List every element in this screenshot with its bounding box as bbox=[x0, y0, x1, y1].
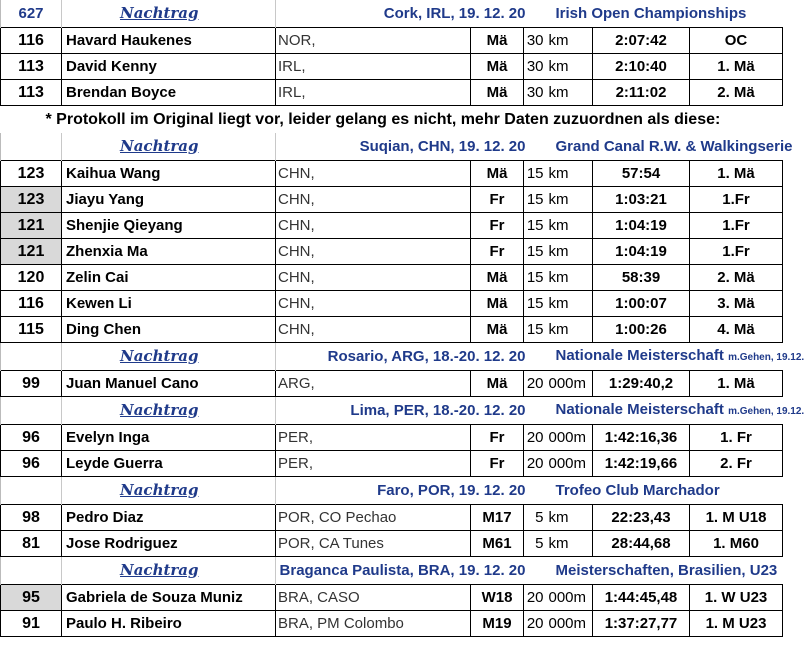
result-row bbox=[1, 371, 783, 397]
finish-time: 2:11:02 bbox=[593, 80, 690, 106]
finish-time: 1:00:07 bbox=[593, 291, 690, 317]
finish-time: 1:04:19 bbox=[593, 213, 690, 239]
distance-value: 15 bbox=[524, 161, 546, 187]
athlete-name: Jiayu Yang bbox=[62, 187, 276, 213]
category: Mä bbox=[471, 265, 524, 291]
athlete-name: Juan Manuel Cano bbox=[62, 371, 276, 397]
note-row bbox=[1, 106, 783, 134]
distance-value: 15 bbox=[524, 291, 546, 317]
athlete-name: Leyde Guerra bbox=[62, 451, 276, 477]
placing: 3. Mä bbox=[690, 291, 783, 317]
distance-value: 15 bbox=[524, 213, 546, 239]
distance-value: 15 bbox=[524, 317, 546, 343]
finish-time: 28:44,68 bbox=[593, 531, 690, 557]
nation-club: NOR, bbox=[276, 28, 471, 54]
section-event-title: Irish Open Championships bbox=[555, 5, 747, 22]
rank-cell: 95 bbox=[1, 585, 62, 611]
distance-value: 20 bbox=[524, 611, 546, 637]
rank-cell: 98 bbox=[1, 505, 62, 531]
page-number bbox=[1, 477, 62, 505]
distance-value: 15 bbox=[524, 239, 546, 265]
distance-value: 20 bbox=[524, 425, 546, 451]
rank-cell: 81 bbox=[1, 531, 62, 557]
finish-time: 1:29:40,2 bbox=[593, 371, 690, 397]
athlete-name: Havard Haukenes bbox=[62, 28, 276, 54]
placing: 1.Fr bbox=[690, 239, 783, 265]
athlete-name: Evelyn Inga bbox=[62, 425, 276, 451]
category: M17 bbox=[471, 505, 524, 531]
rank-cell: 99 bbox=[1, 371, 62, 397]
section-event bbox=[546, 343, 804, 371]
distance-value: 5 bbox=[524, 531, 546, 557]
result-row bbox=[1, 585, 783, 611]
section-header bbox=[1, 343, 783, 371]
athlete-name: Zhenxia Ma bbox=[62, 239, 276, 265]
page-number bbox=[1, 343, 62, 371]
nation-club: POR, CO Pechao bbox=[276, 505, 471, 531]
placing: 1.Fr bbox=[690, 213, 783, 239]
nation-club: CHN, bbox=[276, 291, 471, 317]
nation-club: CHN, bbox=[276, 265, 471, 291]
athlete-name: Pedro Diaz bbox=[62, 505, 276, 531]
rank-cell: 113 bbox=[1, 54, 62, 80]
category: Mä bbox=[471, 28, 524, 54]
distance-unit: 000m bbox=[546, 371, 593, 397]
distance-unit: km bbox=[546, 505, 593, 531]
rank-cell: 96 bbox=[1, 451, 62, 477]
nation-club: IRL, bbox=[276, 54, 471, 80]
athlete-name: Paulo H. Ribeiro bbox=[62, 611, 276, 637]
section-event bbox=[546, 557, 783, 585]
placing: 1. M60 bbox=[690, 531, 783, 557]
section-place-date: Braganca Paulista, BRA, 19. 12. 20 bbox=[279, 562, 526, 579]
result-row bbox=[1, 505, 783, 531]
section-event-title: Nationale Meisterschaft bbox=[555, 401, 724, 418]
distance-unit: km bbox=[546, 265, 593, 291]
finish-time: 1:00:26 bbox=[593, 317, 690, 343]
result-row bbox=[1, 611, 783, 637]
distance-value: 5 bbox=[524, 505, 546, 531]
section-place-date: Lima, PER, 18.-20. 12. 20 bbox=[350, 402, 526, 419]
section-header bbox=[1, 0, 783, 28]
distance-unit: km bbox=[546, 291, 593, 317]
finish-time: 1:04:19 bbox=[593, 239, 690, 265]
category: Fr bbox=[471, 213, 524, 239]
finish-time: 1:44:45,48 bbox=[593, 585, 690, 611]
rank-cell: 91 bbox=[1, 611, 62, 637]
distance-unit: km bbox=[546, 187, 593, 213]
distance-value: 15 bbox=[524, 265, 546, 291]
category: Fr bbox=[471, 451, 524, 477]
distance-value: 15 bbox=[524, 187, 546, 213]
athlete-name: Brendan Boyce bbox=[62, 80, 276, 106]
distance-unit: km bbox=[546, 161, 593, 187]
distance-unit: 000m bbox=[546, 425, 593, 451]
finish-time: 1:03:21 bbox=[593, 187, 690, 213]
finish-time: 22:23,43 bbox=[593, 505, 690, 531]
distance-unit: 000m bbox=[546, 585, 593, 611]
nachtrag-label: Nachtrag bbox=[62, 477, 276, 505]
nachtrag-label: Nachtrag bbox=[62, 557, 276, 585]
rank-cell: 121 bbox=[1, 213, 62, 239]
section-header bbox=[1, 477, 783, 505]
section-header bbox=[1, 397, 783, 425]
rank-cell: 123 bbox=[1, 161, 62, 187]
section-event-title: Grand Canal R.W. & Walkingserie bbox=[555, 138, 793, 155]
category: Mä bbox=[471, 80, 524, 106]
category: Mä bbox=[471, 291, 524, 317]
protocol-note: * Protokoll im Original liegt vor, leider gelang es nicht, mehr Daten zuzuordnen als diese: bbox=[45, 111, 721, 128]
section-place-date: Rosario, ARG, 18.-20. 12. 20 bbox=[327, 348, 526, 365]
placing: 1. Mä bbox=[690, 371, 783, 397]
nation-club: BRA, CASO bbox=[276, 585, 471, 611]
nation-club: CHN, bbox=[276, 213, 471, 239]
distance-unit: km bbox=[546, 317, 593, 343]
athlete-name: Zelin Cai bbox=[62, 265, 276, 291]
rank-cell: 113 bbox=[1, 80, 62, 106]
nation-club: ARG, bbox=[276, 371, 471, 397]
distance-value: 30 bbox=[524, 80, 546, 106]
section-place-date: Suqian, CHN, 19. 12. 20 bbox=[359, 138, 526, 155]
section-event-title: Trofeo Club Marchador bbox=[555, 482, 720, 499]
placing: 2. Mä bbox=[690, 80, 783, 106]
distance-unit: 000m bbox=[546, 451, 593, 477]
placing: OC bbox=[690, 28, 783, 54]
result-row bbox=[1, 531, 783, 557]
category: Fr bbox=[471, 239, 524, 265]
nation-club: CHN, bbox=[276, 187, 471, 213]
rank-cell: 121 bbox=[1, 239, 62, 265]
result-row bbox=[1, 213, 783, 239]
nation-club: IRL, bbox=[276, 80, 471, 106]
section-event-suffix: m.Gehen, 19.12. bbox=[728, 406, 804, 417]
result-row bbox=[1, 80, 783, 106]
category: M61 bbox=[471, 531, 524, 557]
nation-club: CHN, bbox=[276, 317, 471, 343]
section-place-date: Cork, IRL, 19. 12. 20 bbox=[383, 5, 526, 22]
nachtrag-label: Nachtrag bbox=[62, 133, 276, 161]
distance-unit: 000m bbox=[546, 611, 593, 637]
result-row bbox=[1, 451, 783, 477]
athlete-name: Kaihua Wang bbox=[62, 161, 276, 187]
category: M19 bbox=[471, 611, 524, 637]
rank-cell: 120 bbox=[1, 265, 62, 291]
page-number bbox=[1, 557, 62, 585]
finish-time: 58:39 bbox=[593, 265, 690, 291]
distance-unit: km bbox=[546, 80, 593, 106]
placing: 2. Mä bbox=[690, 265, 783, 291]
result-row bbox=[1, 291, 783, 317]
section-event-title: Meisterschaften, Brasilien, U23 bbox=[555, 562, 778, 579]
result-row bbox=[1, 317, 783, 343]
nation-club: POR, CA Tunes bbox=[276, 531, 471, 557]
distance-unit: km bbox=[546, 28, 593, 54]
category: Fr bbox=[471, 187, 524, 213]
athlete-name: Ding Chen bbox=[62, 317, 276, 343]
section-event bbox=[546, 397, 804, 425]
results-body bbox=[1, 0, 804, 637]
category: Mä bbox=[471, 371, 524, 397]
finish-time: 1:42:16,36 bbox=[593, 425, 690, 451]
finish-time: 1:42:19,66 bbox=[593, 451, 690, 477]
rank-cell: 123 bbox=[1, 187, 62, 213]
distance-unit: km bbox=[546, 213, 593, 239]
athlete-name: Gabriela de Souza Muniz bbox=[62, 585, 276, 611]
page-number bbox=[1, 133, 62, 161]
distance-unit: km bbox=[546, 54, 593, 80]
distance-value: 20 bbox=[524, 451, 546, 477]
nation-club: CHN, bbox=[276, 161, 471, 187]
result-row bbox=[1, 28, 783, 54]
result-row bbox=[1, 187, 783, 213]
nachtrag-label: Nachtrag bbox=[62, 343, 276, 371]
rank-cell: 115 bbox=[1, 317, 62, 343]
section-header bbox=[1, 557, 783, 585]
distance-value: 30 bbox=[524, 28, 546, 54]
placing: 1. W U23 bbox=[690, 585, 783, 611]
athlete-name: David Kenny bbox=[62, 54, 276, 80]
placing: 1. M U23 bbox=[690, 611, 783, 637]
nachtrag-label: Nachtrag bbox=[62, 397, 276, 425]
result-row bbox=[1, 54, 783, 80]
nation-club: CHN, bbox=[276, 239, 471, 265]
result-row bbox=[1, 239, 783, 265]
athlete-name: Shenjie Qieyang bbox=[62, 213, 276, 239]
distance-unit: km bbox=[546, 239, 593, 265]
result-row bbox=[1, 265, 783, 291]
category: Mä bbox=[471, 54, 524, 80]
finish-time: 1:37:27,77 bbox=[593, 611, 690, 637]
distance-unit: km bbox=[546, 531, 593, 557]
placing: 2. Fr bbox=[690, 451, 783, 477]
page-number bbox=[1, 397, 62, 425]
nation-club: PER, bbox=[276, 451, 471, 477]
rank-cell: 116 bbox=[1, 291, 62, 317]
result-row bbox=[1, 161, 783, 187]
rank-cell: 96 bbox=[1, 425, 62, 451]
finish-time: 2:10:40 bbox=[593, 54, 690, 80]
section-place-date: Faro, POR, 19. 12. 20 bbox=[377, 482, 526, 499]
nachtrag-label: Nachtrag bbox=[62, 0, 276, 28]
placing: 1. Mä bbox=[690, 161, 783, 187]
distance-value: 20 bbox=[524, 585, 546, 611]
category: Mä bbox=[471, 161, 524, 187]
category: Mä bbox=[471, 317, 524, 343]
athlete-name: Kewen Li bbox=[62, 291, 276, 317]
section-event bbox=[546, 0, 783, 28]
result-row bbox=[1, 425, 783, 451]
nation-club: BRA, PM Colombo bbox=[276, 611, 471, 637]
athlete-name: Jose Rodriguez bbox=[62, 531, 276, 557]
placing: 1. Mä bbox=[690, 54, 783, 80]
section-event bbox=[546, 477, 783, 505]
section-event bbox=[546, 133, 793, 161]
category: Fr bbox=[471, 425, 524, 451]
category: W18 bbox=[471, 585, 524, 611]
section-event-suffix: m.Gehen, 19.12. bbox=[728, 352, 804, 363]
distance-value: 30 bbox=[524, 54, 546, 80]
page-number: 627 bbox=[1, 0, 62, 28]
finish-time: 2:07:42 bbox=[593, 28, 690, 54]
placing: 1. M U18 bbox=[690, 505, 783, 531]
finish-time: 57:54 bbox=[593, 161, 690, 187]
distance-value: 20 bbox=[524, 371, 546, 397]
section-header bbox=[1, 133, 783, 161]
rank-cell: 116 bbox=[1, 28, 62, 54]
placing: 4. Mä bbox=[690, 317, 783, 343]
placing: 1.Fr bbox=[690, 187, 783, 213]
placing: 1. Fr bbox=[690, 425, 783, 451]
section-event-title: Nationale Meisterschaft bbox=[555, 347, 724, 364]
nation-club: PER, bbox=[276, 425, 471, 451]
